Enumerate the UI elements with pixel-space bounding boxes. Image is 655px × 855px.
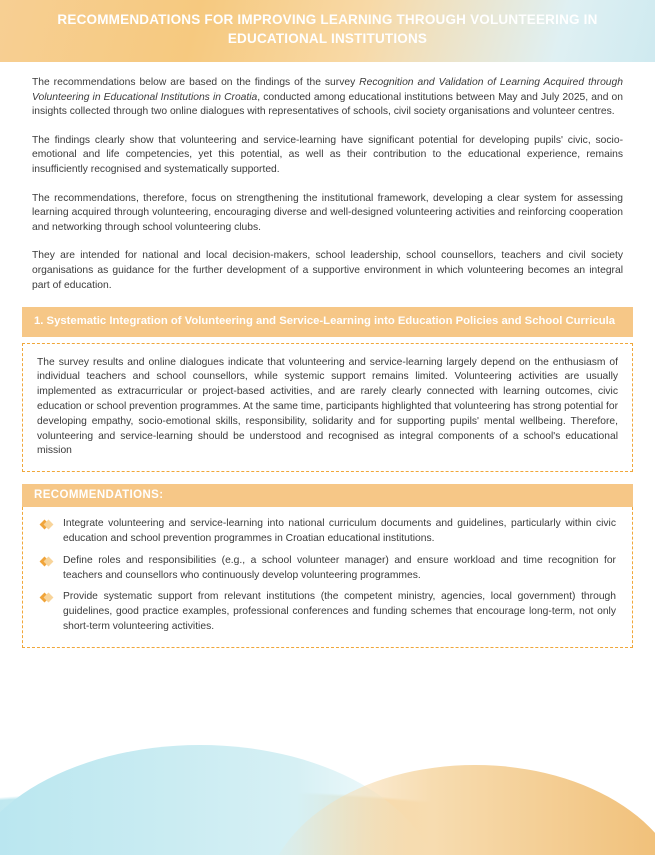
- diamond-bullet-icon: [41, 592, 52, 603]
- section-body-text: The survey results and online dialogues indicate that volunteering and service-learning largely depend on the enthusiasm of individual teachers and school counsellors, while systemic support remains limited. Volunteering activities are usually implemented as extracurricular or project-based activities, and are rarely clearly connected with learning outcomes, civic education or school prevention programmes. At the same time, participants highlighted that volunteering has strong potential for developing empathy, socio-emotional skills, responsibility, solidarity and for supporting pupils' mental wellbeing. Therefore, volunteering and service-learning should be understood and recognised as integral components of a school's educational mission: [37, 356, 618, 457]
- list-item-text: Provide systematic support from relevant institutions (the competent ministry, agencies, local government) through guidelines, good practice examples, professional conferences and funding schemes that encourage long-term, not only short-term volunteering activities.: [63, 591, 616, 632]
- intro-paragraph-2: The findings clearly show that volunteering and service-learning have significant potential for developing pupils' civic, socio-emotional and life competencies, yet this potential, as well as their contribution to the educational experience, remains insufficiently recognised and systematically supported.: [32, 134, 623, 175]
- diamond-bullet-icon: [41, 556, 52, 567]
- recommendations-box: [22, 507, 633, 648]
- intro-p1-before: The recommendations below are based on the findings of the survey: [32, 77, 360, 88]
- list-item-text: Define roles and responsibilities (e.g., a school volunteer manager) and ensure workload and time recognition for teachers and counsellors who continuously develop volunteering programmes.: [63, 554, 616, 581]
- list-item-text: Integrate volunteering and service-learning into national curriculum documents and guidelines, particularly within civic education and school prevention programmes in Croatian educational institutions.: [63, 518, 616, 544]
- section-heading: 1. Systematic Integration of Volunteering and Service-Learning into Education Policies and School Curricula: [22, 307, 633, 337]
- document-header: [0, 0, 655, 62]
- intro-paragraph-4: They are intended for national and local decision-makers, school leadership, school counsellors, teachers and civil society organisations as guidance for the further development of a supportive environment in which volunteering becomes an integral part of education.: [32, 250, 623, 291]
- intro-p1-italic: Recognition and Validation of Learning Acquired through Volunteering in Educational Institutions in Croatia: [32, 77, 623, 103]
- section-body-box: [22, 343, 633, 473]
- intro-section: [0, 62, 655, 293]
- document-body: [0, 62, 655, 648]
- recommendations-heading: RECOMMENDATIONS:: [22, 484, 633, 507]
- page-title: RECOMMENDATIONS FOR IMPROVING LEARNING THROUGH VOLUNTEERING IN EDUCATIONAL INSTITUTIONS: [57, 12, 598, 46]
- list-item: [39, 517, 616, 547]
- intro-paragraph-3: The recommendations, therefore, focus on strengthening the institutional framework, developing a clear system for assessing learning acquired through volunteering, encouraging diverse and well-designed volunteering activities and reinforcing cooperation and networking through school volunteering clubs.: [32, 192, 623, 233]
- diamond-bullet-icon: [41, 519, 52, 530]
- list-item: [39, 590, 616, 634]
- recommendations-list: [39, 517, 616, 635]
- list-item: [39, 554, 616, 584]
- intro-p1-after: , conducted among educational institutions between May and July 2025, and on insights collected through two online dialogues with representatives of schools, civil society organisations and volunteer centres.: [32, 91, 623, 118]
- intro-paragraph-1: [32, 76, 623, 120]
